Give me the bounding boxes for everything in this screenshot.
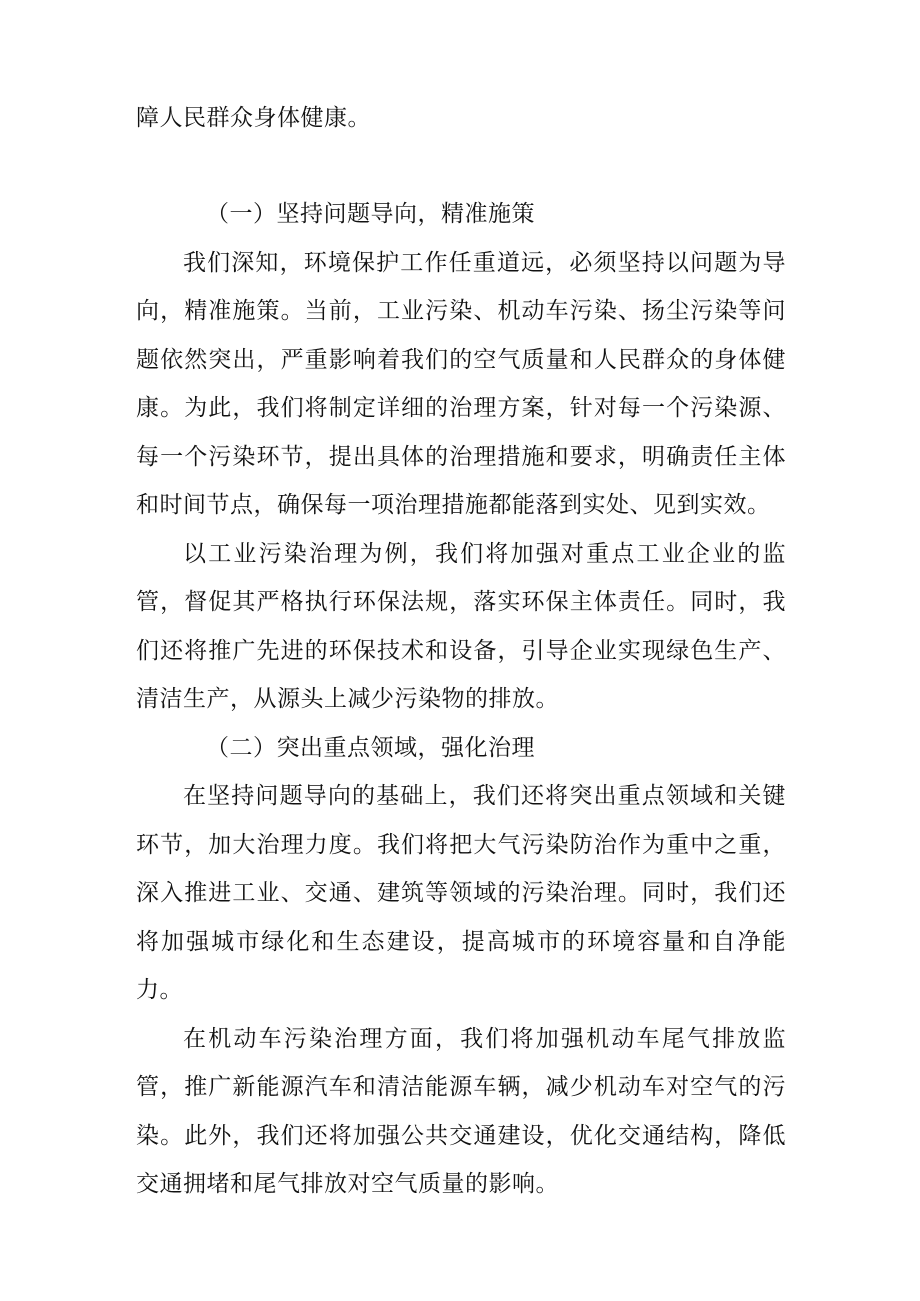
section-one-paragraph-1: 我们深知，环境保护工作任重道远，必须坚持以问题为导向，精准施策。当前，工业污染、机动车污染、扬尘污染等问题依然突出，严重影响着我们的空气质量和人民群众的身体健康。为此，我们将制定详细的治理方案，针对每一个污染源、每一个污染环节，提出具体的治理措施和要求，明确责任主体和时间节点，确保每一项治理措施都能落到实处、见到实效。 — [136, 249, 786, 518]
section-one-paragraph-2: 以工业污染治理为例，我们将加强对重点工业企业的监管，督促其严格执行环保法规，落实环保主体责任。同时，我们还将推广先进的环保技术和设备，引导企业实现绿色生产、清洁生产，从源头上减少污染物的排放。 — [136, 540, 786, 712]
section-two-paragraph-1: 在坚持问题导向的基础上，我们还将突出重点领域和关键环节，加大治理力度。我们将把大气污染防治作为重中之重，深入推进工业、交通、建筑等领域的污染治理。同时，我们还将加强城市绿化和生态建设，提高城市的环境容量和自净能力。 — [136, 783, 786, 1003]
continued-text-block — [136, 94, 786, 143]
section-one-heading: （一）坚持问题导向，精准施策 — [206, 201, 535, 227]
continued-paragraph: 障人民群众身体健康。 — [136, 105, 371, 131]
section-one — [136, 190, 786, 1209]
section-two-heading: （二）突出重点领域，强化治理 — [206, 734, 535, 761]
section-two-paragraph-2: 在机动车污染治理方面，我们将加强机动车尾气排放监管，推广新能源汽车和清洁能源车辆，减少机动车对空气的污染。此外，我们还将加强公共交通建设，优化交通结构，降低交通拥堵和尾气排放对空气质量的影响。 — [136, 1025, 786, 1197]
